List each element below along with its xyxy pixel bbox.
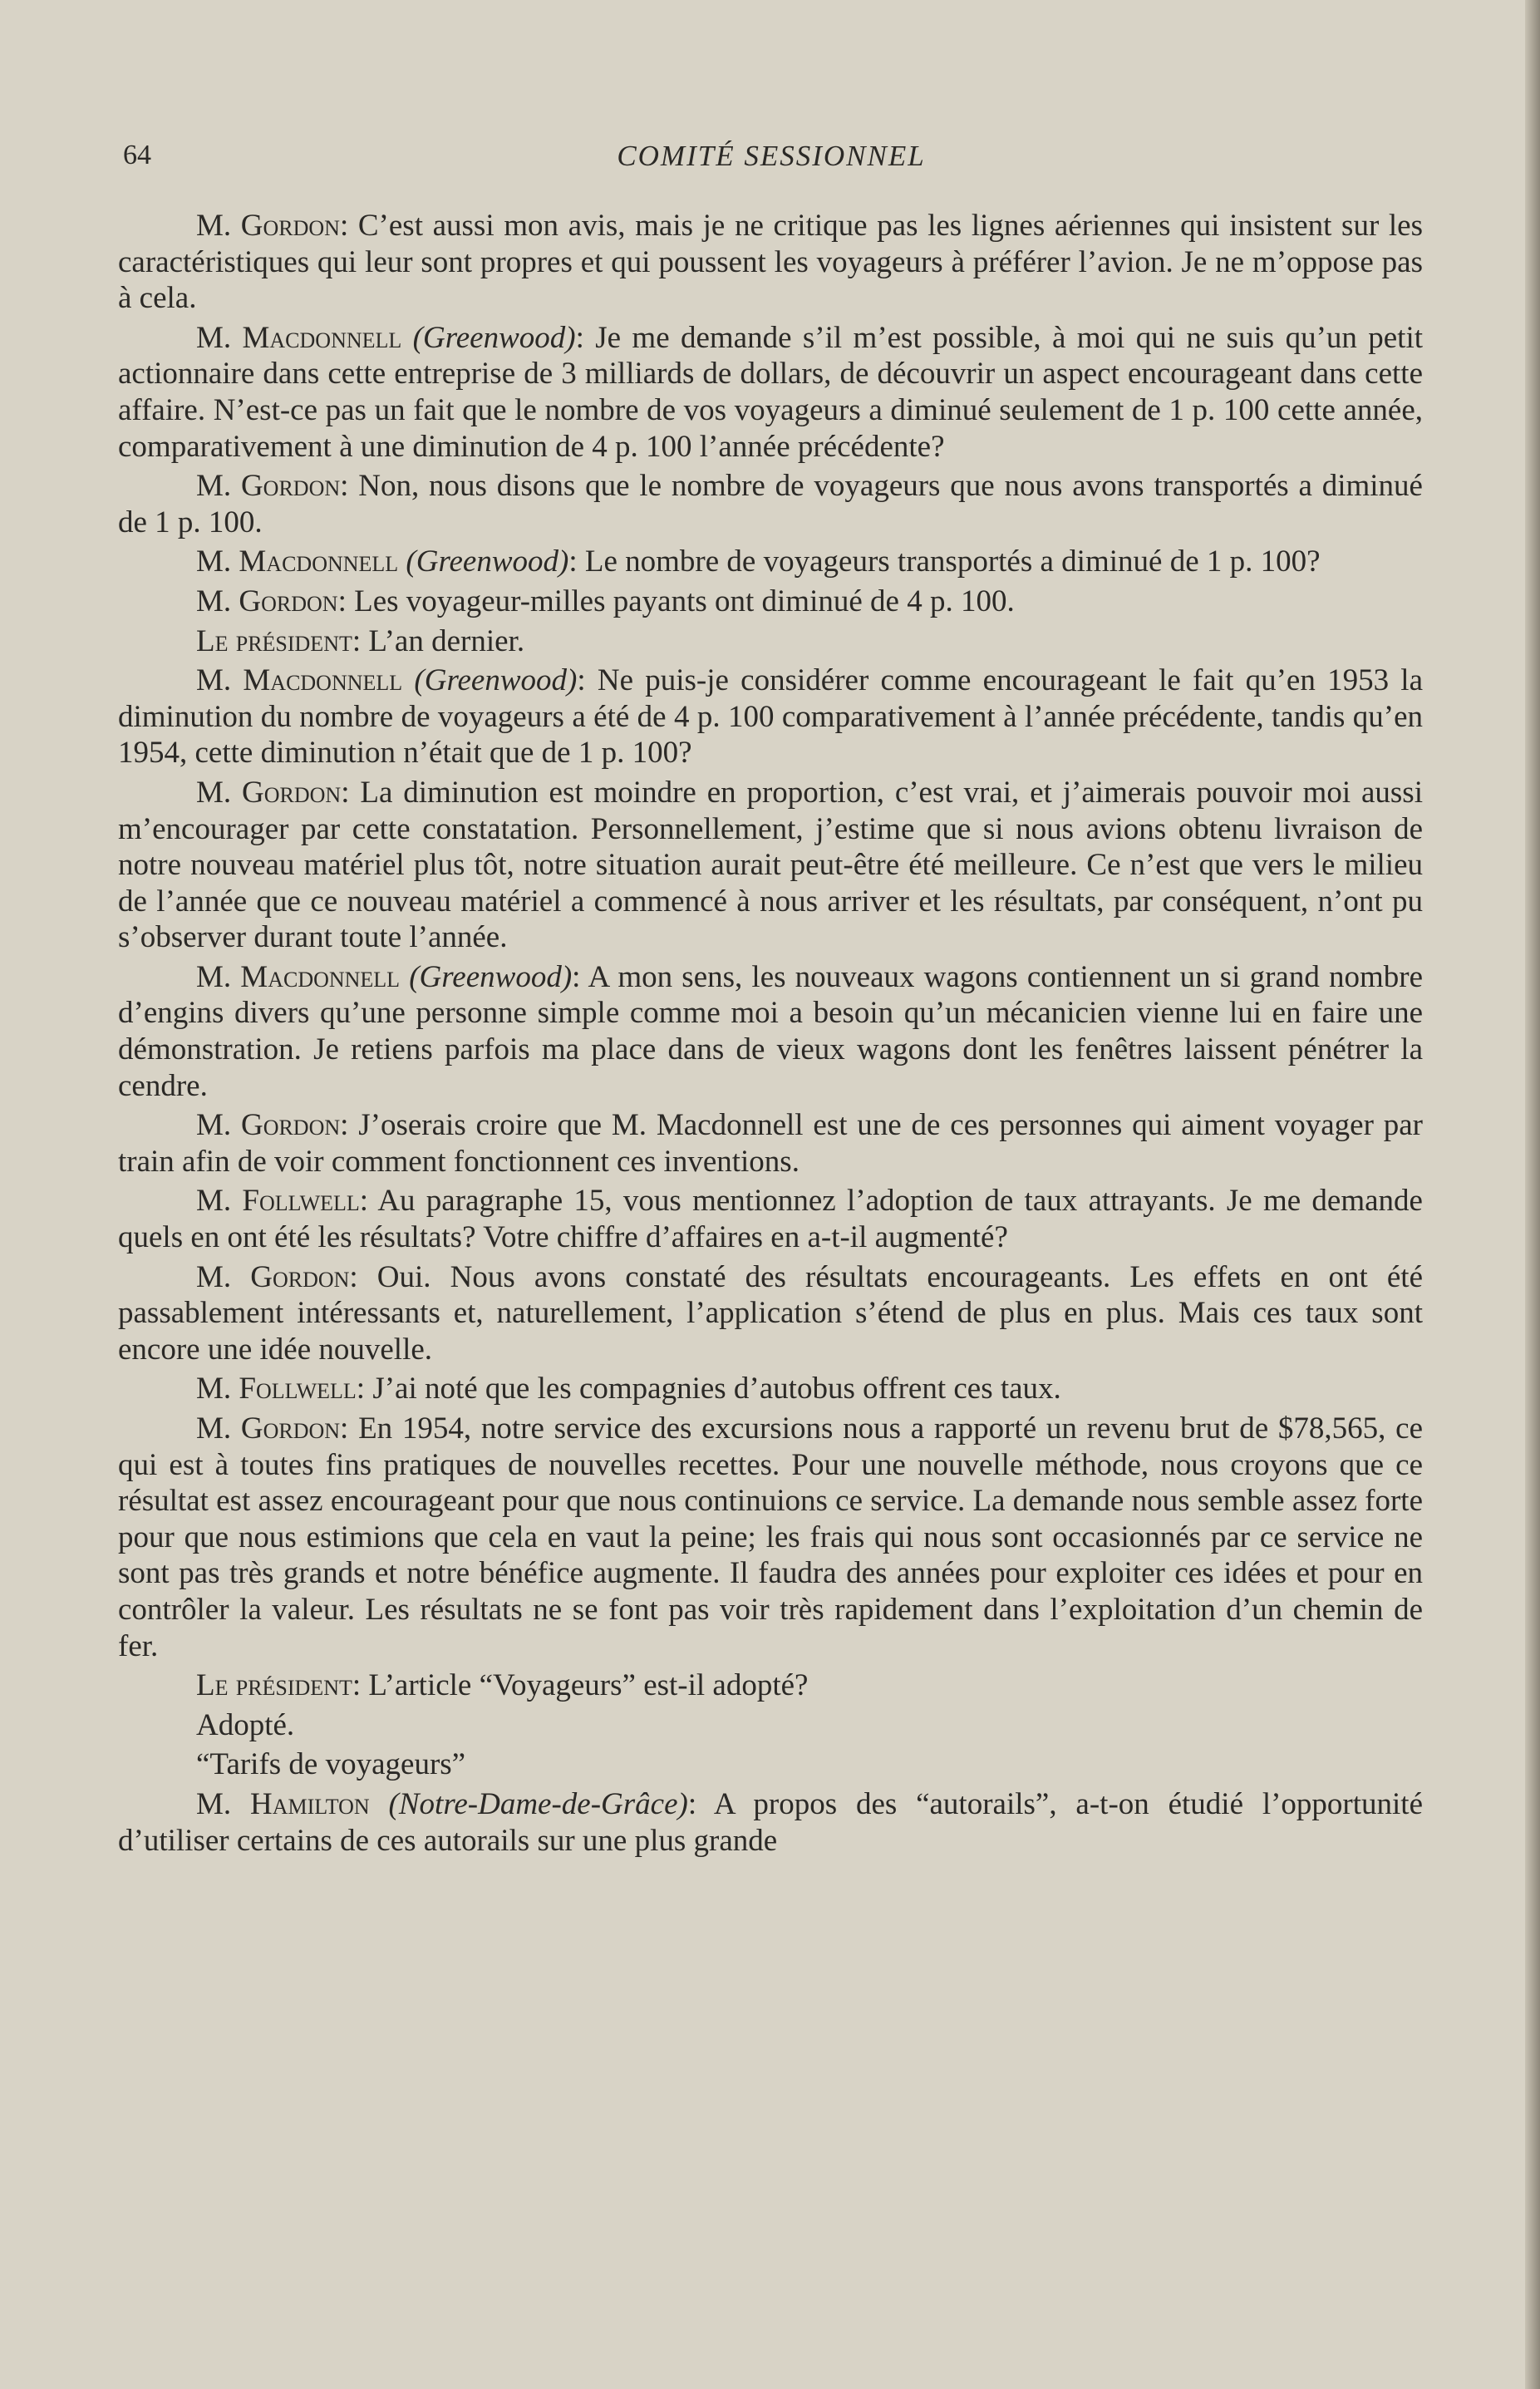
paragraph-text: Ne puis-je considérer comme encourageant le fait qu’en 1953 la diminution du nombre de voyageurs a été de 4 p. 100 comparativement à l’année précédente, tandis qu’en 1954, cette diminution n’était que de 1 p. 100? [118,663,1424,771]
paragraph-text: Adopté. [196,1707,295,1742]
paragraph-text: J’oserais croire que M. Macdonnell est une de ces personnes qui aiment voyager par train afin de voir comment fonctionnent ces inventions. [118,1108,1423,1179]
separator: : [339,209,358,243]
paragraph [118,1183,1423,1255]
separator: : [341,775,361,810]
paragraph [118,208,1423,317]
paragraph [118,775,1423,956]
speaker-name: M. Gordon [196,775,342,810]
separator: : [340,469,359,504]
paragraph-text: En 1954, notre service des excursions nous a rapporté un revenu brut de $78,565, ce qui est à toutes fins pratiques de nouvelles recettes. Pour une nouvelle méthode, nous croyons que ce résultat est assez encourageant pour que nous continuions ce service. La demande nous semble assez forte pour que nous estimions que cela en vaut la peine; les frais qui nous sont occasionnés par ce service ne sont pas très grands et notre bénéfice augmente. Il faudra des années pour exploiter ces idées et pour en contrôler la valeur. Les résultats ne se font pas voir très rapidement dans l’exploitation d’un chemin de fer. [118,1411,1423,1663]
separator: : [340,1411,359,1446]
separator: : [572,959,588,994]
paragraph [118,1259,1423,1368]
separator: : [359,1184,378,1219]
paragraph [118,584,1423,620]
page-number: 64 [123,140,151,170]
paragraph-text: J’ai noté que les compagnies d’autobus offrent ces taux. [372,1372,1061,1406]
speaker-name: M. Macdonnell [196,544,399,579]
separator: : [575,320,596,355]
speaker-name: M. Gordon [196,1259,350,1294]
paragraph-text: La diminution est moindre en proportion, c’est vrai, et j’aimerais pouvoir moi aussi m’encourager par cette constatation. Personnellement, j’estime que si nous avions obtenu livraison de notre nouveau matériel plus tôt, notre situation aurait peut-être été meilleure. Ce n’est que vers le milieu de l’année que ce nouveau matériel a commencé à nous arriver et les résultats, par conséquent, n’ont pu s’observer durant toute l’année. [118,775,1423,955]
paragraph-text: Non, nous disons que le nombre de voyageurs que nous avons transportés a diminué de 1 p. 100. [118,469,1423,539]
speaker-name: M. Macdonnell [196,320,402,355]
separator: : [568,544,585,579]
speaker-name: Le président [196,623,352,658]
riding-name: (Notre-Dame-de-Grâce) [388,1786,688,1821]
separator: : [340,1108,359,1143]
section-heading: “Tarifs de voyageurs” [196,1747,466,1782]
paragraph [118,663,1423,771]
page-edge-shadow [1525,0,1540,2389]
paragraph [118,1746,1423,1783]
speaker-name: Le président [196,1668,352,1703]
paragraph-text: Je me demande s’il m’est possible, à moi qui ne suis qu’un petit actionnaire dans cette entreprise de 3 milliards de dollars, de découvrir un aspect encourageant dans cette affaire. N’est-ce pas un fait que le nombre de vos voyageurs a diminué seulement de 1 p. 100 cette année, comparativement à une diminution de 4 p. 100 l’année précédente? [118,320,1424,464]
paragraph-text: A propos des “autorails”, a-t-on étudié l’opportunité d’utiliser certains de ces autorails sur une plus grande [118,1786,1424,1858]
speaker-name: M. Macdonnell [196,663,403,698]
paragraph-text: A mon sens, les nouveaux wagons contiennent un si grand nombre d’engins divers qu’une personne simple comme moi a besoin qu’un mécanicien vienne lui en faire une démonstration. Je retiens parfois ma place dans de vieux wagons dont les fenêtres laissent pénétrer la cendre. [118,959,1424,1103]
separator: : [687,1786,714,1821]
paragraph [118,1371,1423,1407]
paragraph [118,1786,1423,1859]
riding-name: (Greenwood) [409,959,573,994]
paragraph-text: Le nombre de voyageurs transportés a diminué de 1 p. 100? [584,544,1321,579]
paragraph [118,1707,1423,1744]
paragraph [118,468,1423,540]
paragraph [118,623,1423,660]
speaker-name: M. Follwell [196,1372,357,1406]
transcript-body [118,208,1423,1862]
speaker-name: M. Hamilton [196,1786,370,1821]
paragraph-text: L’article “Voyageurs” est-il adopté? [368,1668,809,1703]
separator: : [356,1372,373,1406]
separator: : [337,584,355,618]
speaker-name: M. Macdonnell [196,959,401,994]
speaker-name: M. Gordon [196,469,341,504]
running-title: COMITÉ SESSIONNEL [617,140,926,172]
paragraph-text: Oui. Nous avons constaté des résultats encourageants. Les effets en ont été passablement intéressants et, naturellement, l’application s’étend de plus en plus. Mais ces taux sont encore une idée nouvelle. [118,1259,1423,1367]
speaker-name: M. Gordon [196,209,340,243]
speaker-name: M. Follwell [196,1184,360,1219]
separator: : [577,663,598,698]
paragraph [118,959,1423,1104]
paragraph [118,1667,1423,1704]
riding-name: (Greenwood) [406,544,569,579]
separator: : [352,1668,369,1703]
speaker-name: M. Gordon [196,1411,341,1446]
speaker-name: M. Gordon [196,1108,341,1143]
separator: : [349,1259,377,1294]
paragraph-text: L’an dernier. [368,623,525,658]
paragraph-text: Les voyageur-milles payants ont diminué de 4 p. 100. [354,584,1015,618]
paragraph [118,1107,1423,1180]
paragraph-text: C’est aussi mon avis, mais je ne critique pas les lignes aériennes qui insistent sur les caractéristiques qui leur sont propres et qui poussent les voyageurs à préférer l’avion. Je ne m’oppose pas à cela. [118,209,1423,316]
paragraph-text: Au paragraphe 15, vous mentionnez l’adoption de taux attrayants. Je me demande quels en ont été les résultats? Votre chiffre d’affaires en a-t-il augmenté? [118,1184,1423,1255]
riding-name: (Greenwood) [414,663,578,698]
page-header [123,140,1419,180]
paragraph [118,320,1423,465]
paragraph [118,1411,1423,1664]
separator: : [352,623,369,658]
paragraph [118,544,1423,580]
speaker-name: M. Gordon [196,584,338,618]
riding-name: (Greenwood) [412,320,576,355]
